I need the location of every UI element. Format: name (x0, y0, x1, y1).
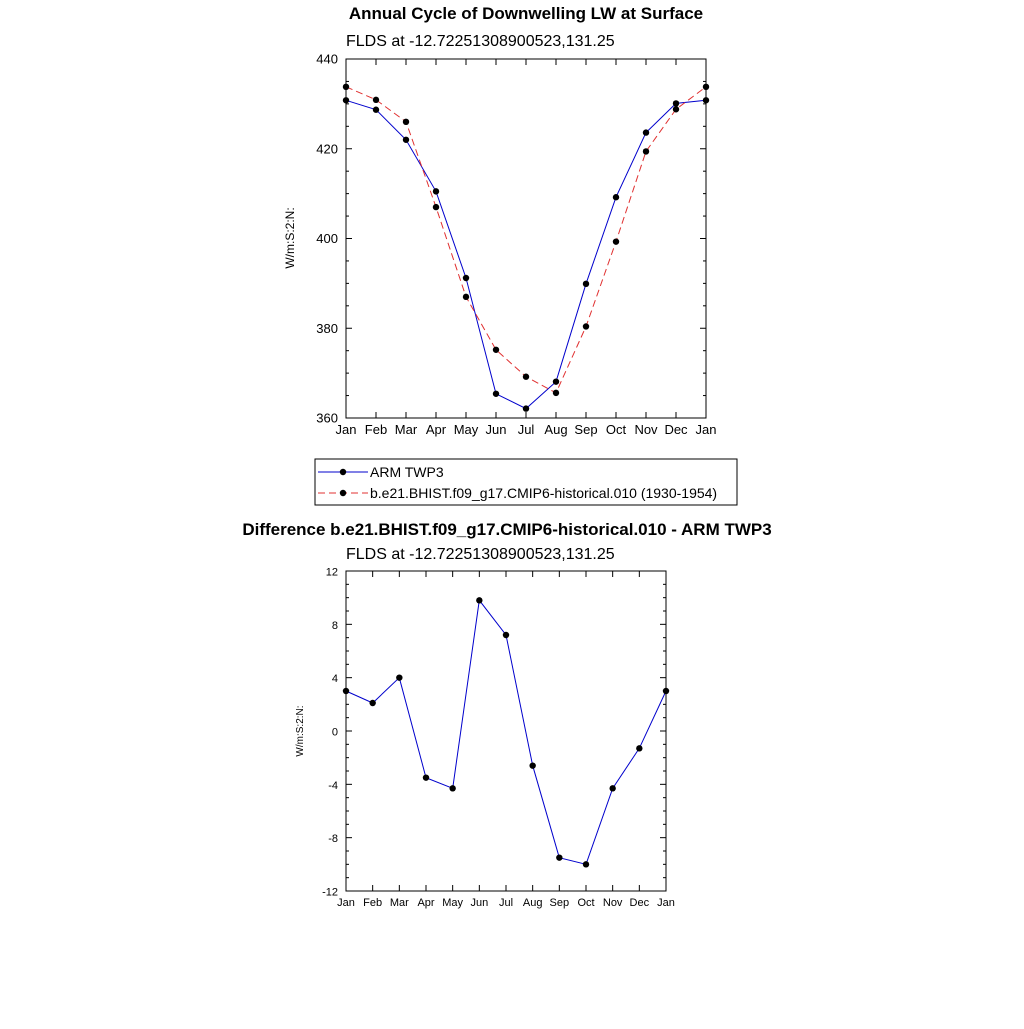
chart1-x-tick-label: Oct (605, 422, 627, 437)
chart2-plot-frame (346, 571, 666, 891)
chart1-series-1-point (613, 238, 619, 244)
chart1-y-tick-label: 440 (316, 51, 338, 67)
chart2-series-0-point (609, 785, 615, 791)
chart2-x-tick-label: Jun (470, 897, 489, 909)
chart2-x-tick-label: Nov (602, 897, 623, 909)
chart2-y-tick-label: -8 (328, 833, 338, 846)
chart2-y-tick-label: 8 (331, 619, 338, 632)
chart2-series-0-point (636, 745, 642, 751)
chart1-plot-frame (346, 59, 706, 418)
chart2-series-0-point (583, 861, 589, 867)
chart1-series-1-point (493, 347, 499, 353)
chart1-subtitle: FLDS at -12.72251308900523,131.25 (346, 33, 615, 50)
chart1-series-0-point (373, 107, 379, 113)
chart2-x-tick-label: Dec (629, 897, 650, 909)
chart1-series-1-point (343, 84, 349, 90)
chart2-subtitle: FLDS at -12.72251308900523,131.25 (346, 546, 615, 563)
chart1-x-tick-label: Jan (695, 422, 717, 437)
chart1-x-tick-label: Jul (517, 422, 535, 437)
chart1-y-tick-label: 420 (316, 141, 338, 157)
chart2-y-axis-label: W/m:S:2:N: (295, 705, 306, 757)
chart2-x-tick-label: Jan (657, 897, 675, 909)
chart1-x-tick-label: May (453, 422, 479, 437)
chart1-series-1-point (433, 204, 439, 210)
legend-label-arm: ARM TWP3 (370, 464, 444, 480)
chart1-series-0-point (553, 378, 559, 384)
chart1-y-axis-label: W/m:S:2:N: (283, 207, 297, 269)
chart1-series-0-point (583, 281, 589, 287)
chart2-y-tick-label: 12 (325, 566, 338, 579)
chart1-series-0-point (613, 194, 619, 200)
chart1-legend (315, 459, 737, 505)
chart2-x-tick-label: Sep (549, 897, 570, 909)
chart2-series-0-point (343, 688, 349, 694)
chart1-series-1-point (673, 106, 679, 112)
chart2-x-tick-label: Jul (498, 897, 514, 909)
chart1-series-1-point (403, 119, 409, 125)
chart1-series-line-1 (346, 87, 706, 393)
chart1-series-0-point (463, 275, 469, 281)
chart2-y-tick-label: 4 (331, 673, 338, 686)
chart2-x-tick-label: Apr (417, 897, 435, 909)
chart1-series-0-point (433, 188, 439, 194)
chart2-x-tick-label: Jan (337, 897, 355, 909)
chart1-x-tick-label: Sep (574, 422, 598, 437)
chart1-x-tick-label: Nov (634, 422, 658, 437)
chart1-series-0-point (403, 137, 409, 143)
chart1-x-tick-label: Jun (485, 422, 507, 437)
chart2-series-0-point (423, 774, 429, 780)
chart1-series-1-point (643, 148, 649, 154)
chart2-series-0-point (503, 632, 509, 638)
legend-marker-arm (340, 469, 346, 475)
chart2-x-tick-label: Oct (577, 897, 595, 909)
chart1-x-tick-label: Feb (364, 422, 388, 437)
chart2-series-0-point (529, 762, 535, 768)
chart1-series-0-point (523, 405, 529, 411)
chart1-series-0-point (673, 100, 679, 106)
chart1-y-tick-label: 400 (316, 231, 338, 246)
chart1-series-0-point (493, 391, 499, 397)
chart1-series-1-point (703, 84, 709, 90)
chart2-title: Difference b.e21.BHIST.f09_g17.CMIP6-historical.010 - ARM TWP3 (242, 520, 772, 539)
chart1-x-tick-label: Aug (544, 422, 568, 437)
chart1-series-0-point (343, 97, 349, 103)
chart1-series-1-point (373, 97, 379, 103)
chart1-series-line-0 (346, 100, 706, 408)
chart2-y-tick-label: -4 (328, 779, 338, 792)
chart1-title: Annual Cycle of Downwelling LW at Surface (348, 4, 704, 23)
chart1-x-tick-label: Jan (335, 422, 357, 437)
chart1-series-0-point (643, 129, 649, 135)
chart2-x-tick-label: Feb (363, 897, 383, 909)
legend-marker-model (340, 490, 346, 496)
chart1-y-tick-label: 380 (316, 320, 338, 336)
chart2-x-tick-label: Mar (389, 897, 409, 909)
chart1-series-1-point (583, 323, 589, 329)
chart2-series-line-0 (346, 600, 666, 864)
difference-chart (242, 520, 771, 909)
chart2-x-tick-label: May (442, 897, 464, 909)
chart2-x-tick-label: Aug (522, 897, 543, 909)
chart2-series-0-point (396, 674, 402, 680)
chart1-y-tick-label: 360 (316, 410, 338, 426)
chart1-x-tick-label: Dec (664, 422, 688, 437)
chart2-series-0-point (369, 700, 375, 706)
legend-label-model: b.e21.BHIST.f09_g17.CMIP6-historical.010 (1930-1954) (370, 485, 718, 501)
chart2-y-tick-label: 0 (331, 726, 338, 739)
chart2-series-0-point (449, 785, 455, 791)
chart2-series-0-point (556, 854, 562, 860)
chart2-series-0-point (476, 597, 482, 603)
chart1-series-0-point (703, 97, 709, 103)
chart1-series-1-point (523, 374, 529, 380)
chart1-series-1-point (553, 390, 559, 396)
chart2-y-tick-label: -12 (322, 886, 338, 899)
chart1-x-tick-label: Apr (425, 422, 447, 437)
chart1-series-1-point (463, 294, 469, 300)
chart1-x-tick-label: Mar (394, 422, 418, 437)
annual-cycle-chart (283, 4, 737, 505)
chart2-series-0-point (663, 688, 669, 694)
